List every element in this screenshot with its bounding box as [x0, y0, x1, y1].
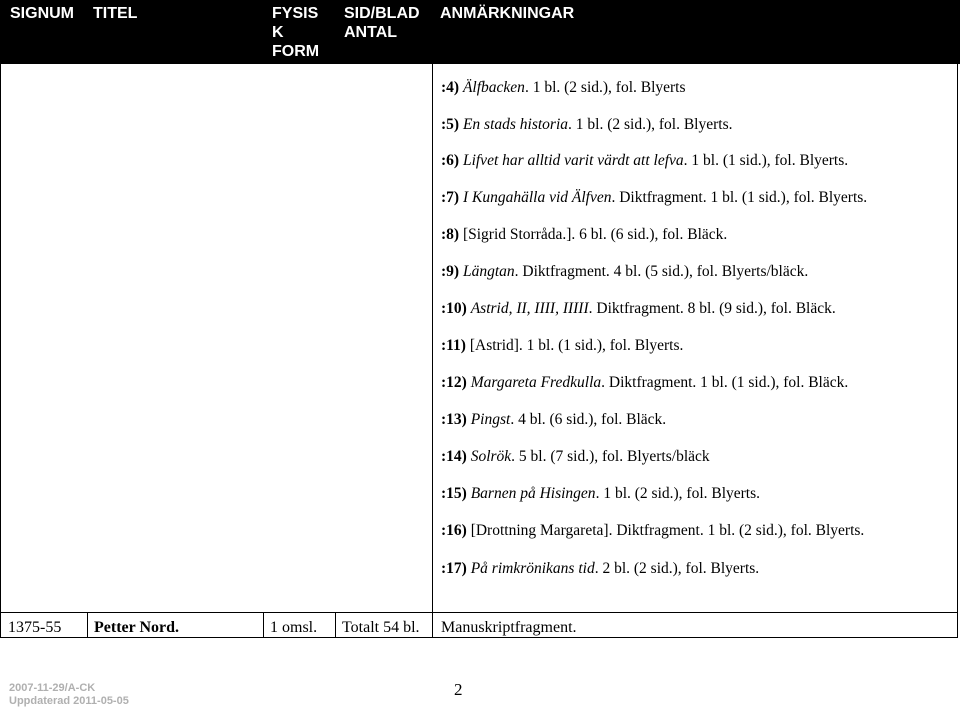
list-item: :13) Pingst. 4 bl. (6 sid.), fol. Bläck. — [441, 411, 667, 428]
list-item: :9) Längtan. Diktfragment. 4 bl. (5 sid.), fol. Blyerts/bläck. — [441, 263, 809, 280]
bottom-sid-blad-antal: Totalt 54 bl. — [342, 619, 420, 636]
header-sid-blad-antal — [344, 4, 420, 42]
list-item: :16) [Drottning Margareta]. Diktfragment. 1 bl. (2 sid.), fol. Blyerts. — [441, 522, 865, 539]
header-fysis-line3: FORM — [272, 43, 320, 60]
list-item: :11) [Astrid]. 1 bl. (1 sid.), fol. Blyerts. — [441, 337, 684, 354]
list-item: :4) Älfbacken. 1 bl. (2 sid.), fol. Blyerts — [441, 79, 686, 96]
table-border-left — [0, 64, 1, 638]
header-fysis-line1: FYSIS — [272, 5, 319, 22]
list-item: :17) På rimkrönikans tid. 2 bl. (2 sid.), fol. Blyerts. — [441, 560, 760, 577]
bottom-row-divider-3 — [335, 612, 336, 638]
footer-updated: Uppdaterad 2011-05-05 — [9, 695, 129, 707]
bottom-signum: 1375-55 — [8, 619, 62, 636]
header-sidblad-line1: SID/BLAD — [344, 5, 420, 22]
bottom-row-divider-2 — [263, 612, 264, 638]
bottom-row-divider-1 — [87, 612, 88, 638]
bottom-titel: Petter Nord. — [94, 619, 179, 636]
header-sidblad-line2: ANTAL — [344, 24, 398, 41]
table-border-bottom — [0, 637, 958, 638]
table-border-right — [957, 64, 958, 638]
list-item: :10) Astrid, II, IIII, IIIII. Diktfragment. 8 bl. (9 sid.), fol. Bläck. — [441, 300, 836, 317]
header-fysis-line2: K — [272, 24, 284, 41]
list-item: :7) I Kungahälla vid Älfven. Diktfragment. 1 bl. (1 sid.), fol. Blyerts. — [441, 189, 868, 206]
table-row-divider — [0, 612, 958, 613]
list-item: :5) En stads historia. 1 bl. (2 sid.), fol. Blyerts. — [441, 116, 733, 133]
list-item: :8) [Sigrid Storråda.]. 6 bl. (6 sid.), fol. Bläck. — [441, 226, 728, 243]
list-item: :6) Lifvet har alltid varit värdt att lefva. 1 bl. (1 sid.), fol. Blyerts. — [441, 152, 849, 169]
bottom-fysisk-form: 1 omsl. — [270, 619, 318, 636]
list-item: :15) Barnen på Hisingen. 1 bl. (2 sid.), fol. Blyerts. — [441, 485, 761, 502]
column-divider-anmarkningar — [432, 64, 433, 638]
footer-date: 2007-11-29/A-CK — [9, 682, 96, 694]
table-header — [0, 0, 960, 64]
header-signum: SIGNUM — [10, 5, 74, 22]
header-fysisk-form — [272, 4, 319, 61]
header-titel: TITEL — [93, 5, 138, 22]
bottom-anmarkningar: Manuskriptfragment. — [441, 619, 577, 636]
page-number: 2 — [454, 680, 463, 699]
list-item: :14) Solrök. 5 bl. (7 sid.), fol. Blyerts/bläck — [441, 448, 710, 465]
header-anmarkningar: ANMÄRKNINGAR — [440, 5, 575, 22]
list-item: :12) Margareta Fredkulla. Diktfragment. 1 bl. (1 sid.), fol. Bläck. — [441, 374, 849, 391]
